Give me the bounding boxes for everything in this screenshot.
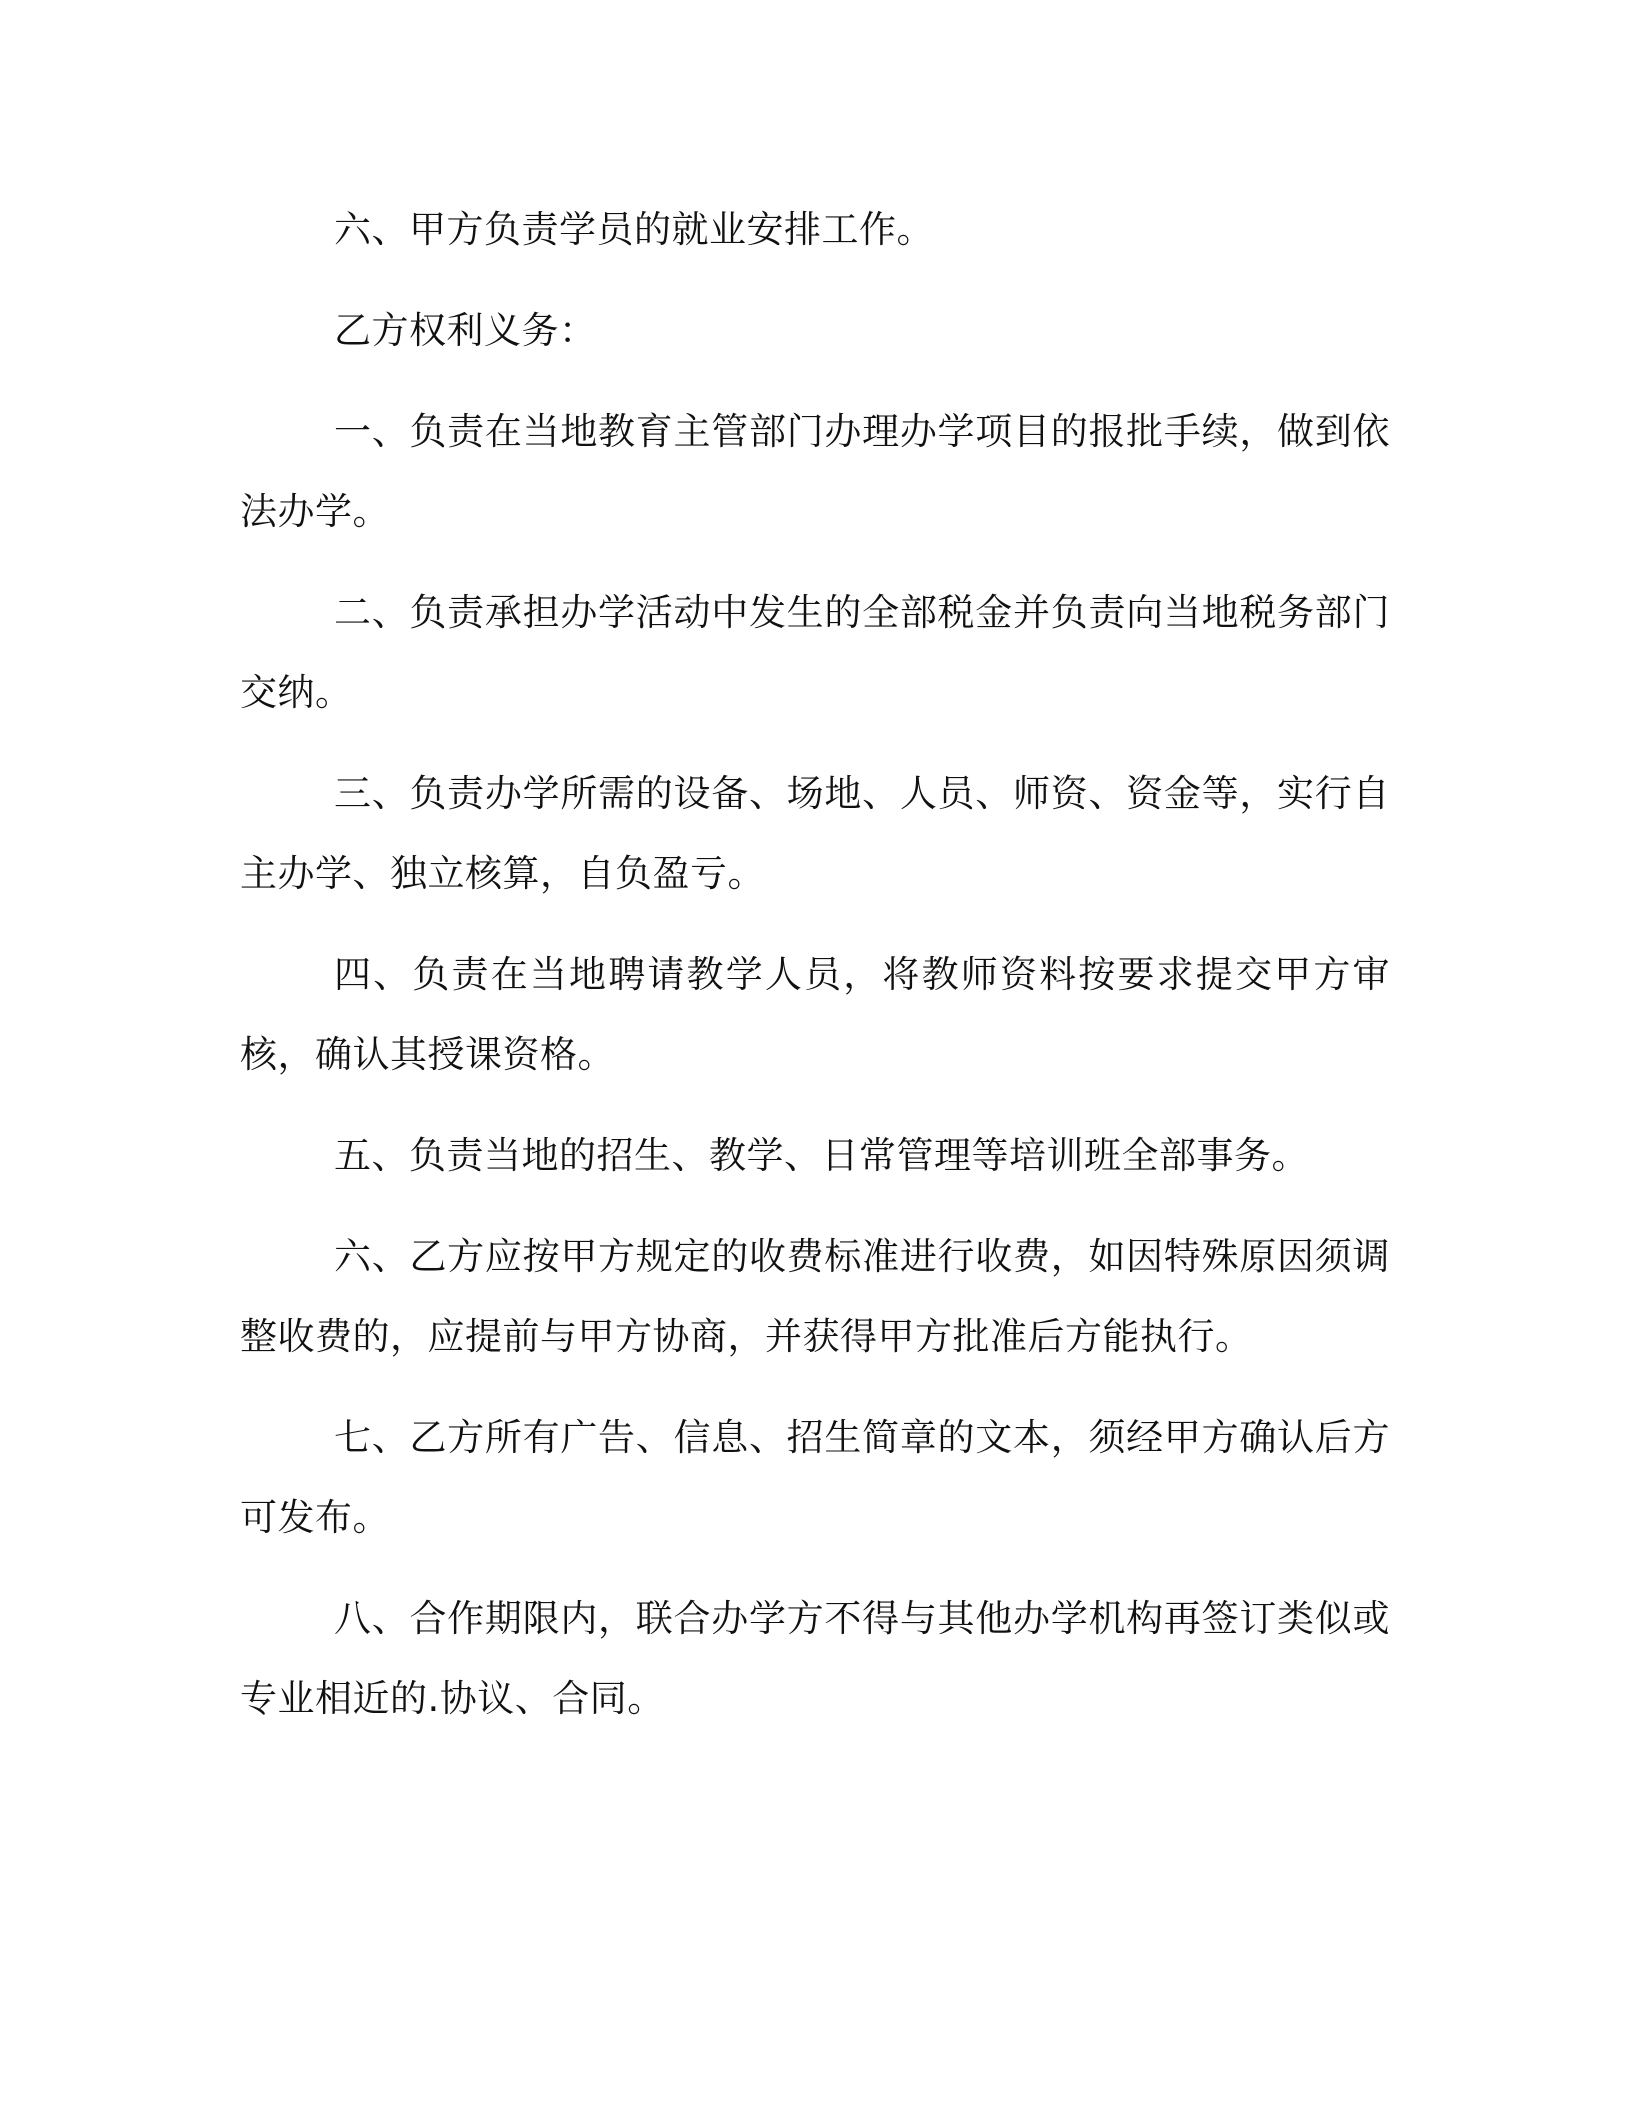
- paragraph-exclusivity: 八、合作期限内，联合办学方不得与其他办学机构再签订类似或专业相近的.协议、合同。: [240, 1597, 1390, 1720]
- paragraph-advertising: 七、乙方所有广告、信息、招生简章的文本，须经甲方确认后方可发布。: [240, 1416, 1390, 1539]
- paragraph-fees: 六、乙方应按甲方规定的收费标准进行收费，如因特殊原因须调整收费的，应提前与甲方协商，并获得甲方批准后方能执行。: [240, 1235, 1390, 1358]
- paragraph-employment-duty: 六、甲方负责学员的就业安排工作。: [334, 208, 934, 251]
- document-body: [240, 190, 1390, 1760]
- paragraph-taxes: 二、负责承担办学活动中发生的全部税金并负责向当地税务部门交纳。: [240, 591, 1390, 714]
- paragraph-approval-procedures: 一、负责在当地教育主管部门办理办学项目的报批手续，做到依法办学。: [240, 410, 1390, 533]
- paragraph-resources: 三、负责办学所需的设备、场地、人员、师资、资金等，实行自主办学、独立核算，自负盈亏。: [240, 772, 1390, 895]
- heading-party-b-rights: 乙方权利义务：: [334, 309, 597, 352]
- paragraph-teaching-staff: 四、负责在当地聘请教学人员，将教师资料按要求提交甲方审核，确认其授课资格。: [240, 953, 1390, 1076]
- paragraph-local-affairs: 五、负责当地的招生、教学、日常管理等培训班全部事务。: [334, 1134, 1309, 1177]
